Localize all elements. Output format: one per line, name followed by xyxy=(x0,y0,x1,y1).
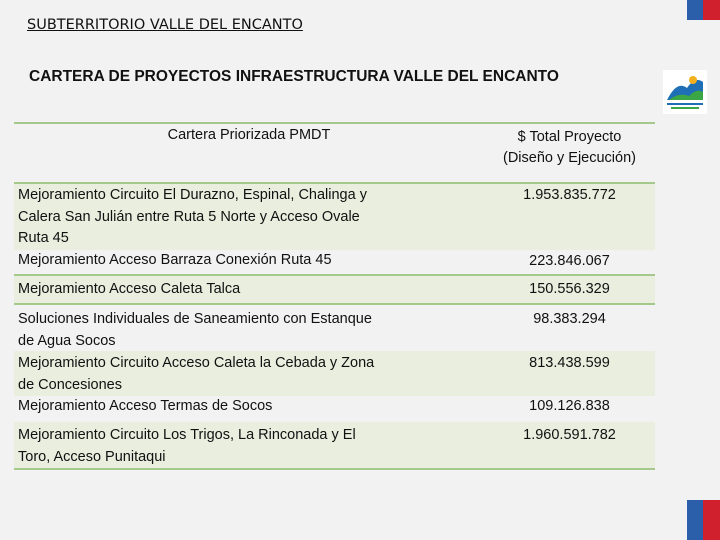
flag-red-segment-bottom xyxy=(703,500,720,540)
project-name: Mejoramiento Acceso Barraza Conexión Ruta 45 xyxy=(18,252,332,268)
column-header-portfolio: Cartera Priorizada PMDT xyxy=(167,127,331,143)
project-total: 813.438.599 xyxy=(529,355,610,371)
project-name-line: Soluciones Individuales de Saneamiento con Estanque xyxy=(18,311,372,327)
table-row xyxy=(14,305,655,351)
table-row xyxy=(14,422,655,470)
project-name-line: Mejoramiento Circuito El Durazno, Espinal, Chalinga y xyxy=(18,187,367,203)
project-name xyxy=(18,425,458,468)
flag-blue-segment-top xyxy=(687,0,703,20)
government-logo-icon xyxy=(663,70,707,114)
flag-blue-segment-bottom xyxy=(687,500,703,540)
projects-table xyxy=(14,122,655,470)
flag-red-segment-top xyxy=(703,0,720,20)
table-row xyxy=(14,250,655,276)
project-name: Mejoramiento Acceso Caleta Talca xyxy=(18,281,241,297)
project-total: 109.126.838 xyxy=(529,398,610,414)
project-total: 223.846.067 xyxy=(529,253,610,269)
project-name xyxy=(18,185,458,250)
column-header-total xyxy=(484,127,655,169)
project-name-line: Mejoramiento Circuito Los Trigos, La Rinconada y El xyxy=(18,427,356,443)
project-name-line: de Agua Socos xyxy=(18,332,116,349)
project-name xyxy=(18,309,458,352)
project-total: 1.953.835.772 xyxy=(523,187,616,203)
project-total: 1.960.591.782 xyxy=(523,427,616,443)
table-row xyxy=(14,396,655,422)
table-row xyxy=(14,276,655,305)
page-title: CARTERA DE PROYECTOS INFRAESTRUCTURA VALLE DEL ENCANTO xyxy=(29,68,559,85)
project-name-line: de Concesiones xyxy=(18,376,122,393)
project-name xyxy=(18,353,458,396)
project-total: 150.556.329 xyxy=(529,281,610,297)
table-row xyxy=(14,351,655,396)
table-header-row xyxy=(14,122,655,184)
subterritory-subtitle: SUBTERRITORIO VALLE DEL ENCANTO xyxy=(27,17,303,33)
project-name-line: Mejoramiento Circuito Acceso Caleta la Cebada y Zona xyxy=(18,355,375,371)
project-name: Mejoramiento Acceso Termas de Socos xyxy=(18,398,273,414)
column-header-total-line1: $ Total Proyecto xyxy=(517,129,622,145)
project-total: 98.383.294 xyxy=(533,311,606,327)
project-name-line: Ruta 45 xyxy=(18,230,69,246)
project-name-line: Calera San Julián entre Ruta 5 Norte y Acceso Ovale xyxy=(18,208,360,225)
column-header-total-line2: (Diseño y Ejecución) xyxy=(503,150,636,166)
table-row xyxy=(14,184,655,250)
project-name-line: Toro, Acceso Punitaqui xyxy=(18,448,166,465)
